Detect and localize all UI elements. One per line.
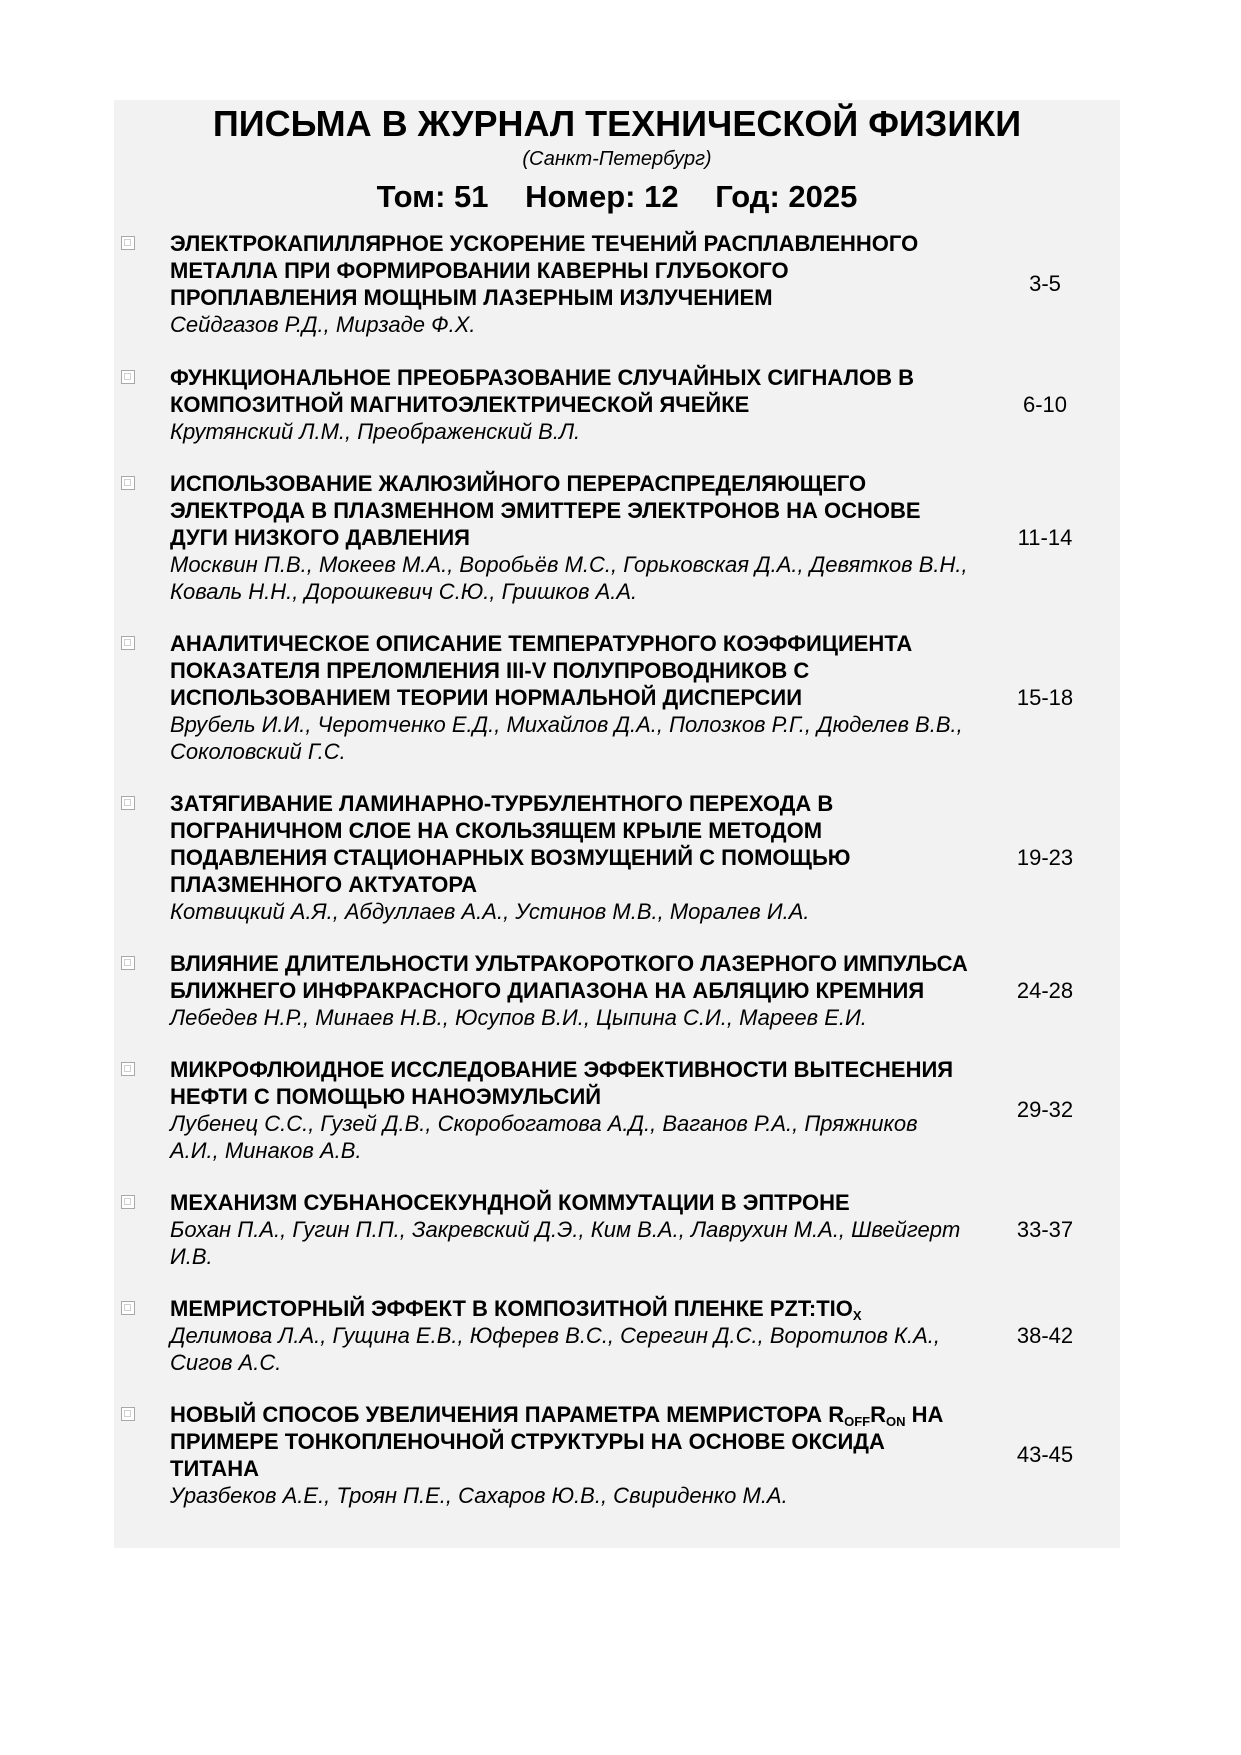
- article-authors: Котвицкий А.Я., Абдуллаев А.А., Устинов М.В., Моралев И.А.: [170, 899, 810, 924]
- select-checkbox[interactable]: [121, 1407, 135, 1421]
- article-title[interactable]: ЗАТЯГИВАНИЕ ЛАМИНАРНО-ТУРБУЛЕНТНОГО ПЕРЕХОДА В ПОГРАНИЧНОМ СЛОЕ НА СКОЛЬЗЯЩЕМ КРЫЛЕ МЕТОДОМ ПОДАВЛЕНИЯ СТАЦИОНАРНЫХ ВОЗМУЩЕНИЙ С ПОМОЩЬЮ ПЛАЗМЕННОГО АКТУАТОРА: [170, 791, 851, 897]
- article-list: [114, 230, 1120, 1509]
- article-title[interactable]: ИСПОЛЬЗОВАНИЕ ЖАЛЮЗИЙНОГО ПЕРЕРАСПРЕДЕЛЯЮЩЕГО ЭЛЕКТРОДА В ПЛАЗМЕННОМ ЭМИТТЕРЕ ЭЛЕКТРОНОВ НА ОСНОВЕ ДУГИ НИЗКОГО ДАВЛЕНИЯ: [170, 471, 921, 550]
- article-title[interactable]: [170, 1295, 970, 1322]
- article-pages: 15-18: [1016, 684, 1074, 710]
- title-text: НОВЫЙ СПОСОБ УВЕЛИЧЕНИЯ ПАРАМЕТРА МЕМРИСТОРА R: [170, 1402, 845, 1427]
- article-pages: 24-28: [1016, 977, 1074, 1003]
- article-pages: 11-14: [1017, 524, 1073, 550]
- select-checkbox[interactable]: [121, 476, 135, 490]
- select-checkbox[interactable]: [121, 236, 135, 250]
- article-item: [114, 1189, 1120, 1270]
- article-pages: 33-37: [1016, 1216, 1074, 1242]
- article-authors: Сейдгазов Р.Д., Мирзаде Ф.Х.: [170, 312, 476, 337]
- select-checkbox[interactable]: [121, 370, 135, 384]
- select-checkbox[interactable]: [121, 1301, 135, 1315]
- article-item: [114, 230, 1120, 338]
- journal-header: [114, 100, 1120, 217]
- article-pages: 6-10: [1022, 391, 1068, 417]
- article-item: [114, 790, 1120, 925]
- article-pages: 43-45: [1016, 1442, 1074, 1467]
- article-item: [114, 1295, 1120, 1376]
- year-label: Год: 2025: [715, 179, 858, 214]
- article-pages: 29-32: [1016, 1097, 1074, 1122]
- select-checkbox[interactable]: [121, 956, 135, 970]
- article-title[interactable]: МИКРОФЛЮИДНОЕ ИССЛЕДОВАНИЕ ЭФФЕКТИВНОСТИ ВЫТЕСНЕНИЯ НЕФТИ С ПОМОЩЬЮ НАНОЭМУЛЬСИЙ: [170, 1057, 954, 1109]
- article-authors: Врубель И.И., Черотченко Е.Д., Михайлов Д.А., Полозков Р.Г., Дюделев В.В., Соколовский Г.С.: [170, 712, 963, 764]
- article-item: [114, 1056, 1120, 1164]
- title-text: МЕМРИСТОРНЫЙ ЭФФЕКТ В КОМПОЗИТНОЙ ПЛЕНКЕ PZT:TIO: [170, 1296, 853, 1321]
- title-subscript: ON: [885, 1414, 906, 1429]
- article-authors: Бохан П.А., Гугин П.П., Закревский Д.Э., Ким В.А., Лаврухин М.А., Швейгерт И.В.: [170, 1217, 961, 1269]
- title-text: R: [870, 1402, 886, 1427]
- select-checkbox[interactable]: [121, 1195, 135, 1209]
- article-item: [114, 470, 1120, 605]
- article-title[interactable]: ВЛИЯНИЕ ДЛИТЕЛЬНОСТИ УЛЬТРАКОРОТКОГО ЛАЗЕРНОГО ИМПУЛЬСА БЛИЖНЕГО ИНФРАКРАСНОГО ДИАПАЗОНА НА АБЛЯЦИЮ КРЕМНИЯ: [170, 951, 968, 1003]
- article-pages: 19-23: [1016, 844, 1074, 870]
- article-authors: Крутянский Л.М., Преображенский В.Л.: [170, 419, 581, 444]
- select-checkbox[interactable]: [121, 796, 135, 810]
- journal-title: ПИСЬМА В ЖУРНАЛ ТЕХНИЧЕСКОЙ ФИЗИКИ: [212, 103, 1022, 144]
- article-authors: Москвин П.В., Мокеев М.А., Воробьёв М.С., Горьковская Д.А., Девятков В.Н., Коваль Н.Н., Дорошкевич С.Ю., Гришков А.А.: [170, 552, 968, 604]
- select-checkbox[interactable]: [121, 636, 135, 650]
- select-checkbox[interactable]: [121, 1062, 135, 1076]
- article-authors: Лубенец С.С., Гузей Д.В., Скоробогатова А.Д., Ваганов Р.А., Пряжников А.И., Минаков А.В.: [170, 1111, 918, 1163]
- article-item: [114, 1401, 1120, 1509]
- volume-label: Том: 51: [376, 179, 489, 214]
- title-subscript: X: [852, 1308, 862, 1323]
- article-title[interactable]: ФУНКЦИОНАЛЬНОЕ ПРЕОБРАЗОВАНИЕ СЛУЧАЙНЫХ СИГНАЛОВ В КОМПОЗИТНОЙ МАГНИТОЭЛЕКТРИЧЕСКОЙ ЯЧЕЙКЕ: [170, 365, 914, 417]
- article-title[interactable]: МЕХАНИЗМ СУБНАНОСЕКУНДНОЙ КОММУТАЦИИ В ЭПТРОНЕ: [170, 1190, 850, 1215]
- article-authors: Лебедев Н.Р., Минаев Н.В., Юсупов В.И., Цыпина С.И., Мареев Е.И.: [170, 1005, 867, 1030]
- article-authors: Уразбеков А.Е., Троян П.Е., Сахаров Ю.В., Свириденко М.А.: [170, 1483, 788, 1508]
- article-title[interactable]: [170, 1401, 970, 1482]
- article-authors: Делимова Л.А., Гущина Е.В., Юферев В.С., Серегин Д.С., Воротилов К.А., Сигов А.С.: [170, 1323, 941, 1375]
- issue-info: [114, 177, 1120, 217]
- article-item: [114, 950, 1120, 1031]
- number-label: Номер: 12: [525, 179, 679, 214]
- article-pages: 3-5: [1029, 271, 1061, 296]
- article-item: [114, 630, 1120, 765]
- article-title[interactable]: АНАЛИТИЧЕСКОЕ ОПИСАНИЕ ТЕМПЕРАТУРНОГО КОЭФФИЦИЕНТА ПОКАЗАТЕЛЯ ПРЕЛОМЛЕНИЯ III-V ПОЛУПРОВОДНИКОВ С ИСПОЛЬЗОВАНИЕМ ТЕОРИИ НОРМАЛЬНОЙ ДИСПЕРСИИ: [170, 631, 913, 710]
- title-subscript: OFF: [844, 1414, 871, 1429]
- article-item: [114, 364, 1120, 445]
- journal-city: (Санкт-Петербург): [522, 148, 712, 170]
- article-title[interactable]: ЭЛЕКТРОКАПИЛЛЯРНОЕ УСКОРЕНИЕ ТЕЧЕНИЙ РАСПЛАВЛЕННОГО МЕТАЛЛА ПРИ ФОРМИРОВАНИИ КАВЕРНЫ ГЛУБОКОГО ПРОПЛАВЛЕНИЯ МОЩНЫМ ЛАЗЕРНЫМ ИЗЛУЧЕНИЕМ: [170, 231, 919, 310]
- article-pages: 38-42: [1016, 1322, 1074, 1348]
- title-text: НА ПРИМЕРЕ ТОНКОПЛЕНОЧНОЙ СТРУКТУРЫ НА ОСНОВЕ ОКСИДА ТИТАНА: [170, 1402, 944, 1481]
